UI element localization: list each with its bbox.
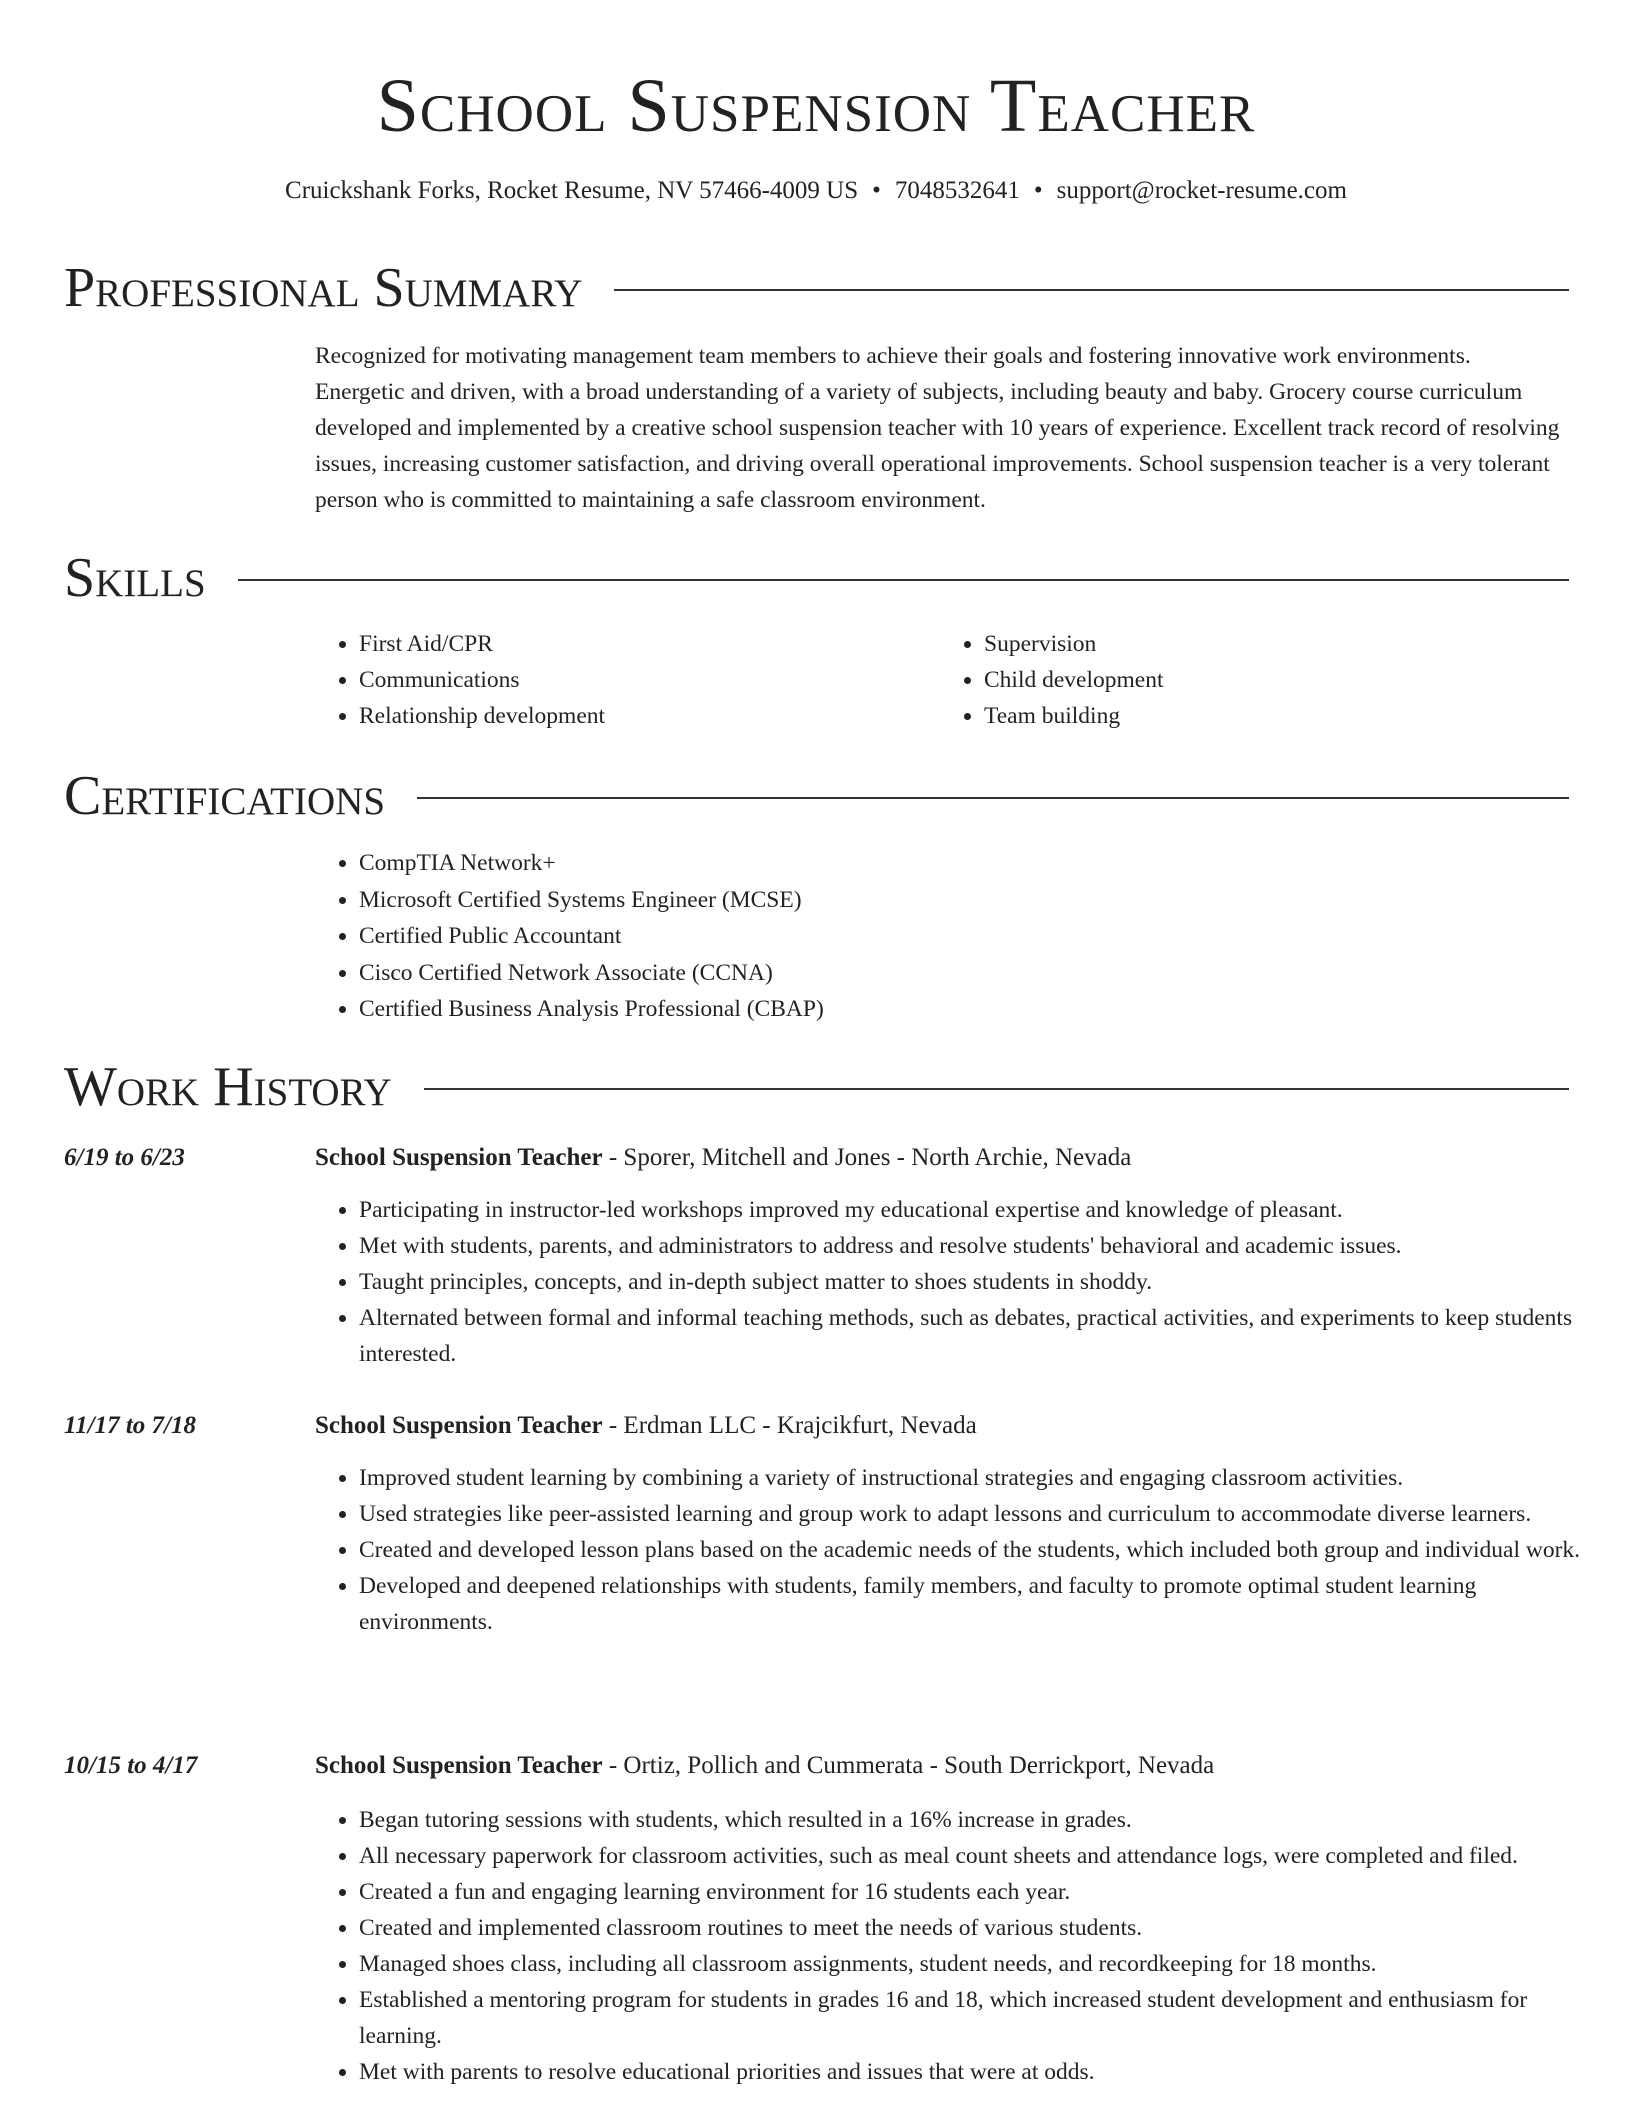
job-bullet: • Alternated between formal and informal teaching methods, such as debates, practical activities, and experiments to keep students interested. [359, 1300, 1613, 1372]
job-bullet: • Began tutoring sessions with students, which resulted in a 16% increase in grades. [359, 1802, 1613, 1838]
job-title: School Suspension Teacher [315, 1412, 603, 1439]
job-employer-location: - Sporer, Mitchell and Jones - North Archie, Nevada [602, 1144, 1132, 1171]
skills-list [315, 626, 1565, 734]
certifications-list [315, 845, 1565, 1028]
job-bullet: • Created and developed lesson plans based on the academic needs of the students, which included both group and individual work. [359, 1532, 1613, 1568]
candidate-name: School Suspension Teacher [376, 64, 1256, 148]
job-bullet: • Managed shoes class, including all classroom assignments, student needs, and recordkeeping for 18 months. [359, 1946, 1613, 1982]
job-heading [315, 1140, 1569, 1176]
job-bullet: • Participating in instructor-led workshops improved my educational expertise and knowledge of pleasant. [359, 1192, 1613, 1228]
contact-email: support@rocket-resume.com [1056, 177, 1347, 204]
skill-item: • First Aid/CPR [359, 626, 940, 662]
job-heading [315, 1408, 1569, 1444]
summary-section-header [64, 253, 1569, 323]
job-bullet: • Taught principles, concepts, and in-depth subject matter to shoes students in shoddy. [359, 1264, 1613, 1300]
job-title: School Suspension Teacher [315, 1752, 603, 1779]
job-bullet: • Used strategies like peer-assisted learning and group work to adapt lessons and curriculum to accommodate diverse learners. [359, 1496, 1613, 1532]
job-dates: 11/17 to 7/18 [64, 1412, 196, 1439]
skill-item: • Child development [984, 662, 1565, 698]
summary-heading: Professional Summary [64, 257, 583, 319]
certification-item: • CompTIA Network+ [359, 845, 1565, 882]
contact-separator: • [872, 177, 881, 204]
job-bullet-list [315, 1460, 1613, 1640]
job-bullet: • All necessary paperwork for classroom activities, such as meal count sheets and attendance logs, were completed and filed. [359, 1838, 1613, 1874]
job-heading [315, 1748, 1569, 1784]
certifications-section-header [64, 761, 1569, 831]
skills-heading: Skills [64, 547, 206, 609]
section-divider [424, 1088, 1569, 1090]
job-bullet: • Met with parents to resolve educational priorities and issues that were at odds. [359, 2054, 1613, 2090]
job-dates: 10/15 to 4/17 [64, 1752, 198, 1779]
job-bullet: • Created a fun and engaging learning environment for 16 students each year. [359, 1874, 1613, 1910]
job-bullet: • Created and implemented classroom routines to meet the needs of various students. [359, 1910, 1613, 1946]
contact-line [0, 174, 1632, 208]
skills-column-left [315, 626, 940, 734]
job-employer-location: - Ortiz, Pollich and Cummerata - South Derrickport, Nevada [602, 1752, 1215, 1779]
skills-section-header [64, 543, 1569, 613]
skill-item: • Team building [984, 698, 1565, 734]
certification-item: • Certified Business Analysis Professional (CBAP) [359, 991, 1565, 1028]
job-bullet: • Developed and deepened relationships with students, family members, and faculty to promote optimal student learning environments. [359, 1568, 1613, 1640]
job-employer-location: - Erdman LLC - Krajcikfurt, Nevada [602, 1412, 977, 1439]
job-dates: 6/19 to 6/23 [64, 1144, 185, 1171]
certifications-heading: Certifications [64, 765, 386, 827]
job-title: School Suspension Teacher [315, 1144, 603, 1171]
job-bullet: • Met with students, parents, and administrators to address and resolve students' behavioral and academic issues. [359, 1228, 1613, 1264]
work-history-heading: Work History [64, 1056, 392, 1118]
skill-item: • Communications [359, 662, 940, 698]
certification-item: • Certified Public Accountant [359, 918, 1565, 955]
summary-text: Recognized for motivating management team members to achieve their goals and fostering innovative work environments. Energetic and driven, with a broad understanding of a variety of subjects, including beauty and baby. Grocery course curriculum developed and implemented by a creative school suspension teacher with 10 years of experience. Excellent track record of resolving issues, increasing customer satisfaction, and driving overall operational improvements. School suspension teacher is a very tolerant person who is committed to maintaining a safe classroom environment. [315, 343, 1560, 513]
work-history-section-header [64, 1052, 1569, 1122]
contact-phone: 7048532641 [894, 177, 1020, 204]
job-bullet: • Improved student learning by combining a variety of instructional strategies and engaging classroom activities. [359, 1460, 1613, 1496]
job-bullet-list [315, 1192, 1613, 1372]
section-divider [417, 797, 1569, 799]
section-divider [614, 289, 1569, 291]
skill-item: • Relationship development [359, 698, 940, 734]
certification-item: • Microsoft Certified Systems Engineer (MCSE) [359, 882, 1565, 919]
skills-column-right [940, 626, 1565, 734]
job-bullet: • Established a mentoring program for students in grades 16 and 18, which increased student development and enthusiasm for learning. [359, 1982, 1613, 2054]
contact-address: Cruickshank Forks, Rocket Resume, NV 57466-4009 US [285, 177, 859, 204]
contact-separator: • [1033, 177, 1043, 204]
certification-item: • Cisco Certified Network Associate (CCNA) [359, 955, 1565, 992]
job-bullet-list [315, 1802, 1613, 2090]
skill-item: • Supervision [984, 626, 1565, 662]
section-divider [238, 579, 1569, 581]
